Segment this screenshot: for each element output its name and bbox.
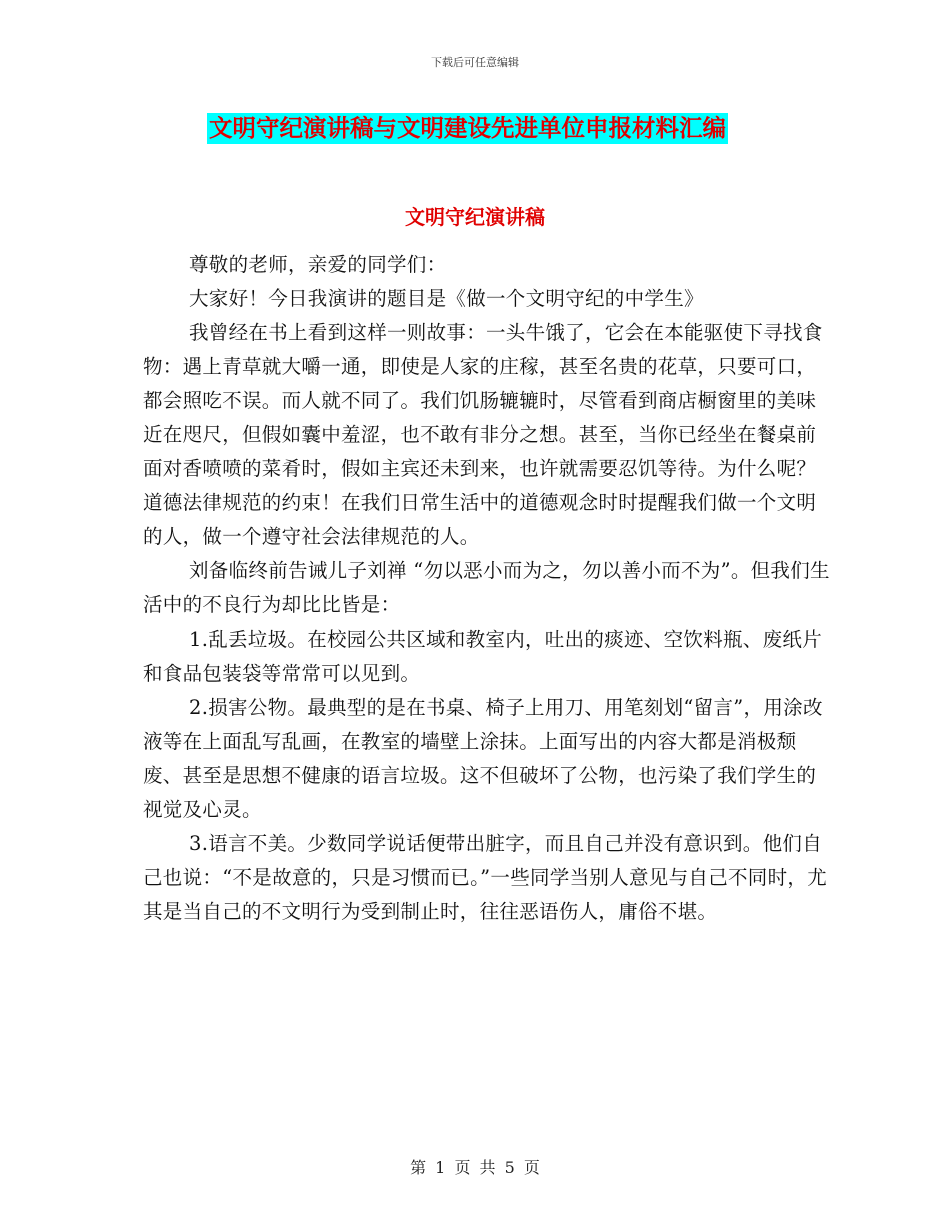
paragraph-quote: 刘备临终前告诫儿子刘禅 “勿以恶小而为之，勿以善小而不为”。但我们生活中的不良行为却比比皆是： bbox=[143, 559, 830, 617]
document-title: 文明守纪演讲稿与文明建设先进单位申报材料汇编 bbox=[209, 114, 726, 142]
paragraph-greeting: 尊敬的老师，亲爱的同学们： bbox=[189, 253, 447, 276]
speech-body bbox=[143, 248, 833, 929]
paragraph-item-3: 3.语言不美。少数同学说话便带出脏字，而且自己并没有意识到。他们自己也说：“不是故意的，只是习惯而已。”一些同学当别人意见与自己不同时，尤其是当自己的不文明行为受到制止时，往往恶语伤人，庸俗不堪。 bbox=[143, 831, 827, 923]
page-number: 第 1 页 共 5 页 bbox=[410, 1158, 540, 1177]
paragraph-intro: 大家好！今日我演讲的题目是《做一个文明守纪的中学生》 bbox=[189, 287, 704, 311]
paragraph-story: 我曾经在书上看到这样一则故事：一头牛饿了，它会在本能驱使下寻找食物：遇上青草就大嚼一通，即使是人家的庄稼，甚至名贵的花草，只要可口，都会照吃不误。而人就不同了。我们饥肠辘辘时，尽管看到商店橱窗里的美味近在咫尺，但假如囊中羞涩，也不敢有非分之想。甚至，当你已经坐在餐桌前面对香喷喷的菜肴时，假如主宾还未到来，也许就需要忍饥等待。为什么呢？道德法律规范的约束！在我们日常生活中的道德观念时时提醒我们做一个文明的人，做一个遵守社会法律规范的人。 bbox=[143, 321, 823, 549]
paragraph-item-2: 2.损害公物。最典型的是在书桌、椅子上用刀、用笔刻划“留言”，用涂改液等在上面乱写乱画，在教室的墙壁上涂抹。上面写出的内容大都是消极颓废、甚至是思想不健康的语言垃圾。这不但破坏了公物，也污染了我们学生的视觉及心灵。 bbox=[143, 695, 823, 821]
header-note: 下载后可任意编辑 bbox=[431, 56, 519, 69]
paragraph-item-1: 1.乱丢垃圾。在校园公共区域和教室内，吐出的痰迹、空饮料瓶、废纸片和食品包装袋等常常可以见到。 bbox=[143, 627, 823, 685]
section-title: 文明守纪演讲稿 bbox=[405, 205, 545, 229]
